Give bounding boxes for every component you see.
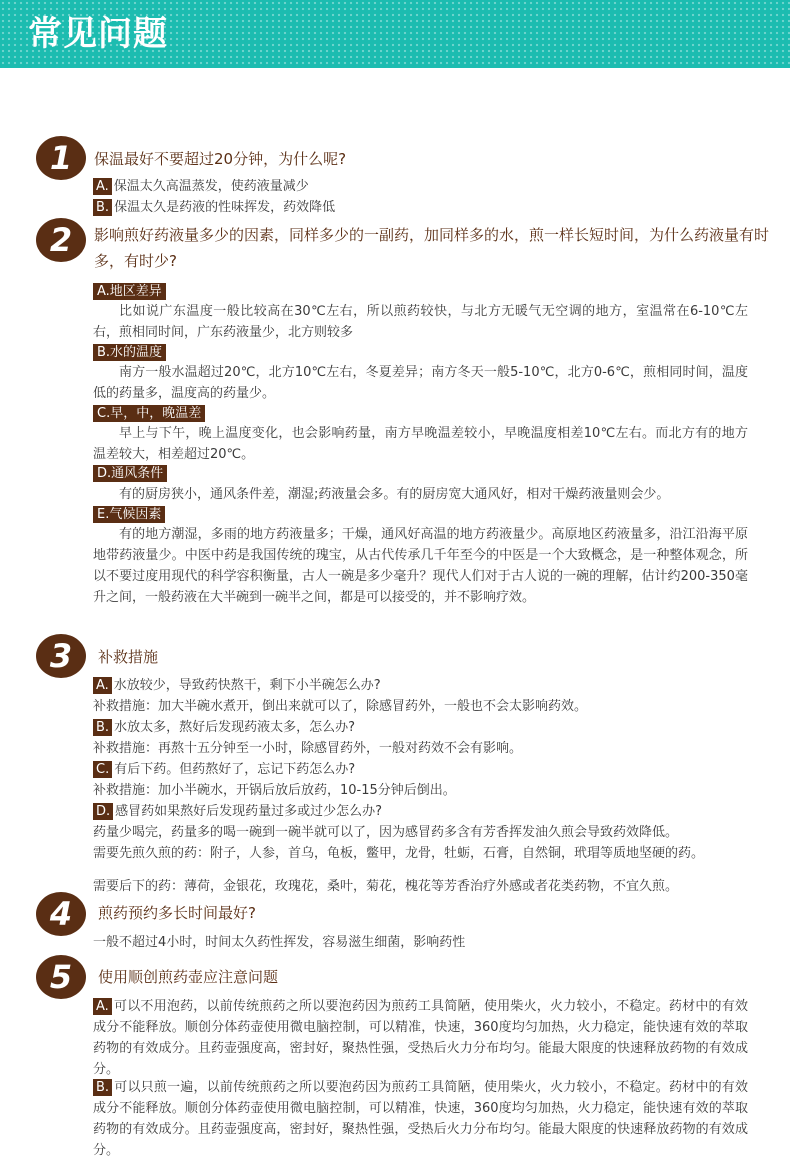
- remedy-c-text: 有后下药。但药熬好了，忘记下药怎么办?: [114, 762, 356, 777]
- question-4: 煎药预约多长时间最好?: [98, 904, 256, 922]
- remedy-d-text: 感冒药如果熬好后发现药量过多或过少怎么办?: [115, 804, 383, 819]
- answer-5a-text: 可以不用泡药，以前传统煎药之所以要泡药因为煎药工具简陋，使用柴火，火力较小，不稳定。药材中的有效成分不能释放。顺创分体药壶使用微电脑控制，可以精准，快速，360度均匀加热，火力稳定，能快速有效的萃取药物的有效成分。且药壶强度高，密封好，聚热性强，受热后火力分布均匀。能最大限度的快速释放药物的有效成分。: [93, 999, 748, 1077]
- answer-5a: [93, 996, 748, 1080]
- question-1: 保温最好不要超过20分钟，为什么呢?: [94, 150, 347, 168]
- number-badge-5: 5: [36, 955, 86, 999]
- answer-1b: [93, 197, 335, 218]
- page-title: 常见问题: [28, 14, 168, 54]
- remedy-b-answer: 补救措施：再熬十五分钟至一小时，除感冒药外，一般对药效不会有影响。: [93, 741, 523, 756]
- faq-header-banner: [0, 0, 790, 68]
- answer-4: 一般不超过4小时，时间太久药性挥发，容易滋生细菌，影响药性: [93, 935, 466, 950]
- section-tag-c: C.早，中，晚温差: [93, 405, 205, 422]
- section-text-a: 比如说广东温度一般比较高在30℃左右，所以煎药较快，与北方无暖气无空调的地方，室温常在6-10℃左右，煎相同时间，广东药液量少，北方则较多: [93, 304, 748, 340]
- number-badge-1: 1: [36, 136, 86, 180]
- answer-5a-tag: A.: [93, 998, 112, 1015]
- remedy-c-tag: C.: [93, 761, 112, 778]
- remedy-b-question: [93, 717, 355, 738]
- answer-1b-tag: B.: [93, 199, 112, 216]
- remedy-d-answer-1: 药量少喝完，药量多的喝一碗到一碗半就可以了，因为感冒药多含有芳香挥发油久煎会导致药效降低。: [93, 825, 679, 840]
- answer-5b: [93, 1077, 748, 1161]
- answer-1b-text: 保温太久是药液的性味挥发，药效降低: [114, 200, 336, 215]
- section-text-e: 有的地方潮湿，多雨的地方药液量多；干燥，通风好高温的地方药液量少。高原地区药液量多，沿江沿海平原地带药液量少。中医中药是我国传统的瑰宝，从古代传承几千年至今的中医是一个大致概念，是一种整体观念，所以不要过度用现代的科学容积衡量，古人一碗是多少毫升？现代人们对于古人说的一碗的理解，估计约200-350毫升之间，一般药液在大半碗到一碗半之间，都是可以接受的，并不影响疗效。: [93, 527, 748, 605]
- number-badge-4: 4: [36, 892, 86, 936]
- section-tag-e: E.气候因素: [93, 506, 165, 523]
- remedy-c-answer: 补救措施：加小半碗水，开锅后放后放药，10-15分钟后倒出。: [93, 783, 456, 798]
- remedy-d-answer-2: 需要先煎久煎的药：附子，人参，首乌，龟板，鳖甲，龙骨，牡蛎，石膏，自然铜，玳瑁等质地坚硬的药。: [93, 846, 705, 861]
- remedy-b-tag: B.: [93, 719, 112, 736]
- answer-5b-text: 可以只煎一遍，以前传统煎药之所以要泡药因为煎药工具简陋，使用柴火，火力较小，不稳定。药材中的有效成分不能释放。顺创分体药壶使用微电脑控制，可以精准，快速，360度均匀加热，火力稳定，能快速有效的萃取药物的有效成分。且药壶强度高，密封好，聚热性强，受热后火力分布均匀。能最大限度的快速释放药物的有效成分。: [93, 1080, 748, 1158]
- answer-5b-tag: B.: [93, 1079, 112, 1096]
- section-text-c: 早上与下午，晚上温度变化，也会影响药量，南方早晚温差较小，早晚温度相差10℃左右。而北方有的地方温差较大，相差超过20℃。: [93, 426, 748, 462]
- number-badge-3: 3: [36, 634, 86, 678]
- question-5: 使用顺创煎药壶应注意问题: [98, 968, 279, 986]
- question-3: 补救措施: [98, 648, 159, 666]
- section-tag-b: B.水的温度: [93, 344, 166, 361]
- number-badge-2: 2: [36, 218, 86, 262]
- remedy-a-answer: 补救措施：加大半碗水煮开，倒出来就可以了，除感冒药外，一般也不会太影响药效。: [93, 699, 588, 714]
- section-text-d: 有的厨房狭小，通风条件差，潮湿;药液量会多。有的厨房宽大通风好，相对干燥药液量则会少。: [119, 487, 670, 502]
- section-tag-d: D.通风条件: [93, 465, 167, 482]
- remedy-c-question: [93, 759, 355, 780]
- question-2: 影响煎好药液量多少的因素，同样多少的一副药，加同样多的水，煎一样长短时间，为什么药液量有时多，有时少?: [94, 226, 770, 270]
- remedy-a-text: 水放较少，导致药快熬干，剩下小半碗怎么办?: [113, 678, 381, 693]
- answer-1a: [93, 176, 309, 197]
- section-text-b: 南方一般水温超过20℃，北方10℃左右，冬夏差异；南方冬天一般5-10℃，北方0-6℃，煎相同时间，温度低的药量多，温度高的药量少。: [93, 365, 748, 401]
- remedy-d-question: [93, 801, 382, 822]
- remedy-a-question: [93, 675, 381, 696]
- remedy-b-text: 水放太多，熬好后发现药液太多，怎么办?: [114, 720, 355, 735]
- remedy-d-tag: D.: [93, 803, 113, 820]
- answer-1a-text: 保温太久高温蒸发，使药液量减少: [113, 179, 309, 194]
- answer-1a-tag: A.: [93, 178, 112, 195]
- remedy-a-tag: A.: [93, 677, 112, 694]
- section-tag-a: A.地区差异: [93, 283, 166, 300]
- remedy-d-answer-3: 需要后下的药：薄荷，金银花，玫瑰花，桑叶，菊花，槐花等芳香治疗外感或者花类药物，不宜久煎。: [93, 879, 679, 894]
